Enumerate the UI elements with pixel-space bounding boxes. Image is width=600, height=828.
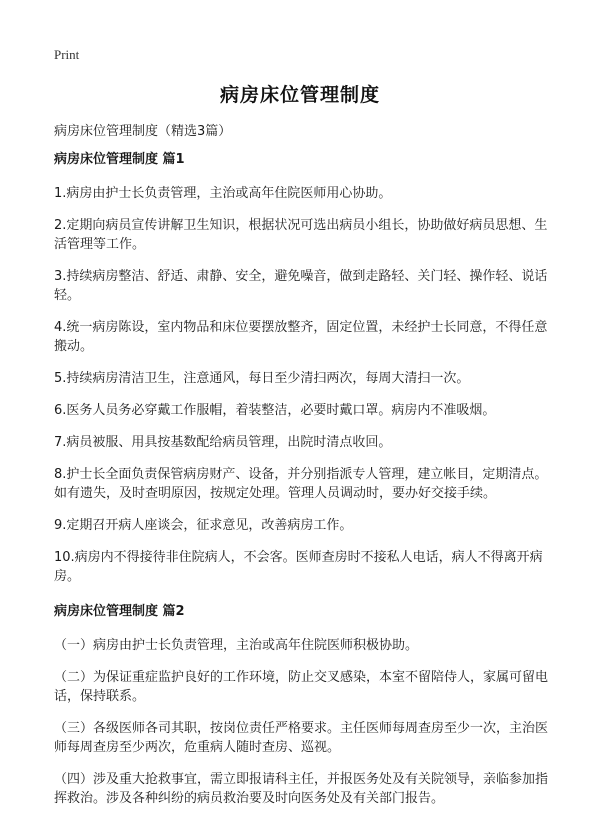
paragraph: 2.定期向病员宣传讲解卫生知识，根据状况可选出病员小组长，协助做好病员思想、生活管理等工作。 bbox=[54, 218, 548, 252]
paragraph: （三）各级医师各司其职，按岗位责任严格要求。主任医师每周查房至少一次，主治医师每周查房至少两次，危重病人随时查房、巡视。 bbox=[54, 721, 549, 755]
paragraph: （一）病房由护士长负责管理，主治或高年住院医师积极协助。 bbox=[54, 638, 419, 653]
paragraph: 3.持续病房整洁、舒适、肃静、安全，避免噪音，做到走路轻、关门轻、操作轻、说话轻。 bbox=[54, 269, 548, 303]
paragraph: （二）为保证重症监护良好的工作环境，防止交叉感染，本室不留陪侍人，家属可留电话，保持联系。 bbox=[54, 670, 549, 704]
paragraph: 7.病员被服、用具按基数配给病员管理，出院时清点收回。 bbox=[54, 435, 392, 450]
paragraph: 6.医务人员务必穿戴工作服帽，着装整洁，必要时戴口罩。病房内不准吸烟。 bbox=[54, 403, 496, 418]
paragraph: 1.病房由护士长负责管理，主治或高年住院医师用心协助。 bbox=[54, 186, 392, 201]
paragraph: 8.护士长全面负责保管病房财产、设备，并分别指派专人管理，建立帐目，定期清点。如有遗失，及时查明原因，按规定处理。管理人员调动时，要办好交接手续。 bbox=[54, 467, 548, 501]
paragraph: 4.统一病房陈设，室内物品和床位要摆放整齐，固定位置，未经护士长同意，不得任意搬动。 bbox=[54, 320, 548, 354]
paragraph: 10.病房内不得接待非住院病人，不会客。医师查房时不接私人电话，病人不得离开病房。 bbox=[54, 550, 543, 584]
document-body bbox=[54, 150, 549, 821]
document-subtitle: 病房床位管理制度（精选3篇） bbox=[54, 124, 232, 139]
print-label: Print bbox=[54, 47, 80, 62]
paragraph: （四）涉及重大抢救事宜，需立即报请科主任，并报医务处及有关院领导，亲临参加指挥救治。涉及各种纠纷的病员救治要及时向医务处及有关部门报告。 bbox=[54, 772, 549, 806]
section-heading-1: 病房床位管理制度 篇1 bbox=[54, 152, 185, 167]
page-title: 病房床位管理制度 bbox=[219, 84, 380, 106]
section-heading-2: 病房床位管理制度 篇2 bbox=[54, 604, 185, 619]
paragraph: 5.持续病房清洁卫生，注意通风，每日至少清扫两次，每周大清扫一次。 bbox=[54, 371, 470, 386]
paragraph: 9.定期召开病人座谈会，征求意见，改善病房工作。 bbox=[54, 518, 353, 533]
